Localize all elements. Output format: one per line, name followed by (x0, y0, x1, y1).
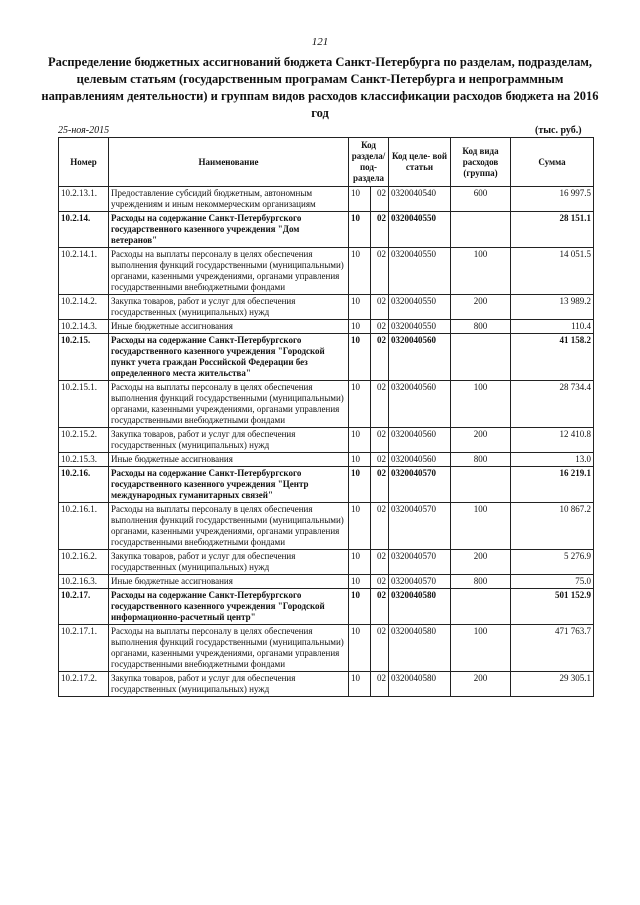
row-section-code: 10 (349, 503, 371, 550)
row-name: Расходы на выплаты персоналу в целях обеспечения выполнения функций государственными (муниципальными) органами, казенными учреждениями, органами управления государственными внебюджетными фондами (109, 381, 349, 428)
row-target-code: 0320040580 (389, 589, 451, 625)
row-number: 10.2.14. (59, 212, 109, 248)
units-label: (тыс. руб.) (535, 125, 582, 136)
row-number: 10.2.13.1. (59, 187, 109, 212)
row-sum: 10 867.2 (511, 503, 594, 550)
table-row (59, 212, 594, 248)
row-section-code: 10 (349, 334, 371, 381)
page-number: 121 (311, 36, 329, 48)
row-sum: 13 989.2 (511, 295, 594, 320)
header-sum: Сумма (511, 138, 594, 187)
header-number: Номер (59, 138, 109, 187)
table-row (59, 381, 594, 428)
row-name: Закупка товаров, работ и услуг для обеспечения государственных (муниципальных) нужд (109, 428, 349, 453)
table-row (59, 503, 594, 550)
row-group-code: 100 (451, 381, 511, 428)
row-subsection-code: 02 (371, 187, 389, 212)
budget-table (58, 137, 594, 697)
row-number: 10.2.14.1. (59, 248, 109, 295)
row-group-code: 100 (451, 248, 511, 295)
row-number: 10.2.15.3. (59, 453, 109, 467)
table-row (59, 453, 594, 467)
row-group-code (451, 589, 511, 625)
document-title: Распределение бюджетных ассигнований бюджета Санкт-Петербурга по разделам, подразделам, целевым статьям (государственным програмам Санкт-Петербурга и непрограммным направлениям деятельности) и группам видов расходов классификации расходов бюджета на 2016 год (41, 55, 599, 120)
row-target-code: 0320040560 (389, 381, 451, 428)
row-number: 10.2.16. (59, 467, 109, 503)
row-number: 10.2.15.1. (59, 381, 109, 428)
row-target-code: 0320040580 (389, 672, 451, 697)
row-number: 10.2.17.2. (59, 672, 109, 697)
table-header-row (59, 138, 594, 187)
row-subsection-code: 02 (371, 503, 389, 550)
row-subsection-code: 02 (371, 320, 389, 334)
row-name: Расходы на выплаты персоналу в целях обеспечения выполнения функций государственными (муниципальными) органами, казенными учреждениями, органами управления государственными внебюджетными фондами (109, 503, 349, 550)
row-section-code: 10 (349, 575, 371, 589)
row-name: Расходы на выплаты персоналу в целях обеспечения выполнения функций государственными (муниципальными) органами, казенными учреждениями, органами управления государственными внебюджетными фондами (109, 625, 349, 672)
row-group-code: 800 (451, 320, 511, 334)
row-section-code: 10 (349, 428, 371, 453)
row-group-code: 800 (451, 453, 511, 467)
row-name: Закупка товаров, работ и услуг для обеспечения государственных (муниципальных) нужд (109, 672, 349, 697)
header-section: Код раздела/ под- раздела (349, 138, 389, 187)
row-number: 10.2.16.3. (59, 575, 109, 589)
row-section-code: 10 (349, 381, 371, 428)
row-number: 10.2.14.3. (59, 320, 109, 334)
row-subsection-code: 02 (371, 381, 389, 428)
row-number: 10.2.15.2. (59, 428, 109, 453)
row-number: 10.2.16.1. (59, 503, 109, 550)
header-name: Наименование (109, 138, 349, 187)
table-row (59, 550, 594, 575)
row-section-code: 10 (349, 212, 371, 248)
table-row (59, 320, 594, 334)
document-date: 25-ноя-2015 (58, 125, 110, 136)
table-row (59, 589, 594, 625)
row-sum: 41 158.2 (511, 334, 594, 381)
row-target-code: 0320040580 (389, 625, 451, 672)
row-target-code: 0320040560 (389, 334, 451, 381)
row-subsection-code: 02 (371, 589, 389, 625)
table-row (59, 672, 594, 697)
row-name: Расходы на содержание Санкт-Петербургского государственного казенного учреждения "Центр международных гуманитарных связей" (109, 467, 349, 503)
row-sum: 14 051.5 (511, 248, 594, 295)
row-sum: 12 410.8 (511, 428, 594, 453)
row-subsection-code: 02 (371, 428, 389, 453)
row-sum: 28 151.1 (511, 212, 594, 248)
row-group-code: 200 (451, 295, 511, 320)
row-number: 10.2.15. (59, 334, 109, 381)
row-section-code: 10 (349, 187, 371, 212)
row-sum: 16 997.5 (511, 187, 594, 212)
row-name: Иные бюджетные ассигнования (109, 575, 349, 589)
row-target-code: 0320040550 (389, 295, 451, 320)
header-group: Код вида расходов (группа) (451, 138, 511, 187)
table-row (59, 334, 594, 381)
row-subsection-code: 02 (371, 550, 389, 575)
table-row (59, 575, 594, 589)
row-section-code: 10 (349, 453, 371, 467)
row-section-code: 10 (349, 248, 371, 295)
row-group-code: 100 (451, 625, 511, 672)
row-group-code (451, 334, 511, 381)
table-row (59, 467, 594, 503)
row-section-code: 10 (349, 295, 371, 320)
row-group-code: 600 (451, 187, 511, 212)
row-subsection-code: 02 (371, 453, 389, 467)
table-row (59, 248, 594, 295)
row-sum: 16 219.1 (511, 467, 594, 503)
row-subsection-code: 02 (371, 212, 389, 248)
row-sum: 13.0 (511, 453, 594, 467)
row-group-code: 200 (451, 550, 511, 575)
table-row (59, 187, 594, 212)
row-group-code: 200 (451, 672, 511, 697)
row-target-code: 0320040540 (389, 187, 451, 212)
row-target-code: 0320040550 (389, 248, 451, 295)
row-group-code (451, 212, 511, 248)
row-target-code: 0320040550 (389, 212, 451, 248)
row-number: 10.2.17. (59, 589, 109, 625)
row-name: Иные бюджетные ассигнования (109, 453, 349, 467)
row-name: Расходы на содержание Санкт-Петербургского государственного казенного учреждения "Городской информационно-расчетный центр" (109, 589, 349, 625)
row-sum: 501 152.9 (511, 589, 594, 625)
table-row (59, 428, 594, 453)
table-row (59, 625, 594, 672)
row-section-code: 10 (349, 550, 371, 575)
row-target-code: 0320040570 (389, 467, 451, 503)
row-target-code: 0320040560 (389, 428, 451, 453)
row-subsection-code: 02 (371, 295, 389, 320)
row-name: Расходы на выплаты персоналу в целях обеспечения выполнения функций государственными (муниципальными) органами, казенными учреждениями, органами управления государственными внебюджетными фондами (109, 248, 349, 295)
row-subsection-code: 02 (371, 672, 389, 697)
row-subsection-code: 02 (371, 625, 389, 672)
row-section-code: 10 (349, 672, 371, 697)
row-name: Закупка товаров, работ и услуг для обеспечения государственных (муниципальных) нужд (109, 550, 349, 575)
row-target-code: 0320040570 (389, 575, 451, 589)
table-body (59, 187, 594, 697)
row-sum: 110.4 (511, 320, 594, 334)
row-section-code: 10 (349, 625, 371, 672)
row-group-code: 800 (451, 575, 511, 589)
row-sum: 29 305.1 (511, 672, 594, 697)
row-group-code (451, 467, 511, 503)
row-name: Закупка товаров, работ и услуг для обеспечения государственных (муниципальных) нужд (109, 295, 349, 320)
row-subsection-code: 02 (371, 575, 389, 589)
row-subsection-code: 02 (371, 467, 389, 503)
row-name: Иные бюджетные ассигнования (109, 320, 349, 334)
row-sum: 471 763.7 (511, 625, 594, 672)
header-target: Код целе- вой статьи (389, 138, 451, 187)
row-target-code: 0320040550 (389, 320, 451, 334)
row-number: 10.2.17.1. (59, 625, 109, 672)
row-number: 10.2.16.2. (59, 550, 109, 575)
row-subsection-code: 02 (371, 334, 389, 381)
row-name: Расходы на содержание Санкт-Петербургского государственного казенного учреждения "Дом ветеранов" (109, 212, 349, 248)
row-target-code: 0320040560 (389, 453, 451, 467)
row-target-code: 0320040570 (389, 503, 451, 550)
row-number: 10.2.14.2. (59, 295, 109, 320)
row-subsection-code: 02 (371, 248, 389, 295)
row-name: Предоставление субсидий бюджетным, автономным учреждениям и иным некоммерческим организациям (109, 187, 349, 212)
table-row (59, 295, 594, 320)
row-section-code: 10 (349, 589, 371, 625)
row-section-code: 10 (349, 320, 371, 334)
row-sum: 28 734.4 (511, 381, 594, 428)
row-sum: 75.0 (511, 575, 594, 589)
row-group-code: 200 (451, 428, 511, 453)
row-target-code: 0320040570 (389, 550, 451, 575)
row-name: Расходы на содержание Санкт-Петербургского государственного казенного учреждения "Городской пункт учета граждан Российской Федерации без определенного места жительства" (109, 334, 349, 381)
row-sum: 5 276.9 (511, 550, 594, 575)
row-group-code: 100 (451, 503, 511, 550)
row-section-code: 10 (349, 467, 371, 503)
